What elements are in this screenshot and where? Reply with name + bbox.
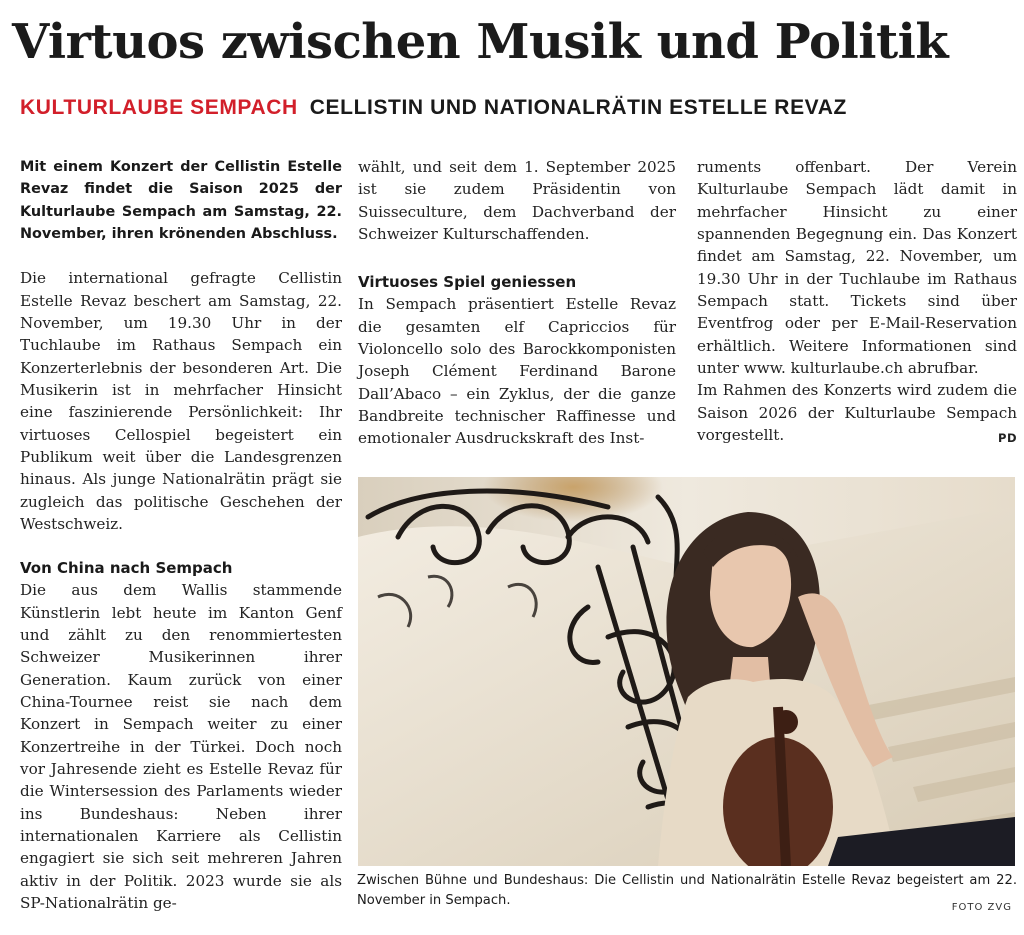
- article-lead: Mit einem Konzert der Cellistin Estelle Revaz findet die Saison 2025 der Kulturlaube Sempach am Samstag, 22. November, ihren krönenden Abschluss.: [20, 159, 342, 242]
- text-column-3: [697, 156, 1017, 449]
- section-subhead: Von China nach Sempach: [20, 559, 233, 578]
- article-headline: Virtuos zwischen Musik und Politik: [12, 14, 949, 70]
- body-paragraph: In Sempach präsentiert Estelle Revaz die gesamten elf Capriccios für Violoncello solo des Barockkomponisten Joseph Clément Ferdinand Barone Dall’Abaco – ein Zyklus, der die ganze Bandbreite technischer Raffinesse und emotionaler Ausdruckskraft des Inst-: [358, 295, 676, 448]
- kicker-row: [20, 92, 847, 124]
- section-subhead: Virtuoses Spiel geniessen: [358, 273, 577, 292]
- body-paragraph: [697, 379, 1017, 446]
- article-photo: [358, 477, 1015, 866]
- text-column-2: [358, 156, 676, 450]
- text-column-1: [20, 156, 342, 914]
- article-subtitle: CELLISTIN UND NATIONALRÄTIN ESTELLE REVAZ: [309, 96, 847, 119]
- photo-caption: Zwischen Bühne und Bundeshaus: Die Cellistin und Nationalrätin Estelle Revaz begeistert am 22. November in Sempach.: [357, 873, 1017, 908]
- photo-credit: FOTO ZVG: [951, 902, 1012, 913]
- body-paragraph: wählt, und seit dem 1. September 2025 ist sie zudem Präsidentin von Suisseculture, dem Dachverband der Schweizer Kulturschaffenden.: [358, 158, 676, 244]
- article-kicker: KULTURLAUBE SEMPACH: [20, 96, 298, 119]
- body-paragraph: ruments offenbart. Der Verein Kulturlaube Sempach lädt damit in mehrfacher Hinsicht zu einer spannenden Begegnung ein. Das Konzert findet am Samstag, 22. November, um 19.30 Uhr in der Tuchlaube im Rathaus Sempach statt. Tickets sind über Eventfrog oder per E-Mail-Reservation erhältlich. Weitere Informationen sind unter www. kulturlaube.ch abrufbar.: [697, 158, 1017, 378]
- body-paragraph: Die international gefragte Cellistin Estelle Revaz beschert am Samstag, 22. November, um 19.30 Uhr in der Tuchlaube im Rathaus Sempach ein Konzerterlebnis der besonderen Art. Die Musikerin ist in mehrfacher Hinsicht eine faszinierende Persönlichkeit: Ihr virtuoses Cellospiel begeistert ein Publikum weit über die Landesgrenzen hinaus. Als junge Nationalrätin prägt sie zugleich das politische Geschehen der Westschweiz.: [20, 269, 342, 533]
- closing-paragraph: Im Rahmen des Konzerts wird zudem die Saison 2026 der Kulturlaube Sempach vorgestellt.: [697, 381, 1017, 445]
- author-signature: PD: [998, 431, 1017, 446]
- body-paragraph: Die aus dem Wallis stammende Künstlerin lebt heute im Kanton Genf und zählt zu den renommiertesten Schweizer Musikerinnen ihrer Generation. Kaum zurück von einer China-Tournee reist sie nach dem Konzert in Sempach weiter zu einer Konzertreihe in der Türkei. Doch noch vor Jahresende zieht es Estelle Revaz für die Wintersession des Parlaments wieder ins Bundeshaus: Neben ihrer internationalen Karriere als Cellistin engagiert sie sich seit mehreren Jahren aktiv in der Politik. 2023 wurde sie als SP-Nationalrätin ge-: [20, 581, 342, 913]
